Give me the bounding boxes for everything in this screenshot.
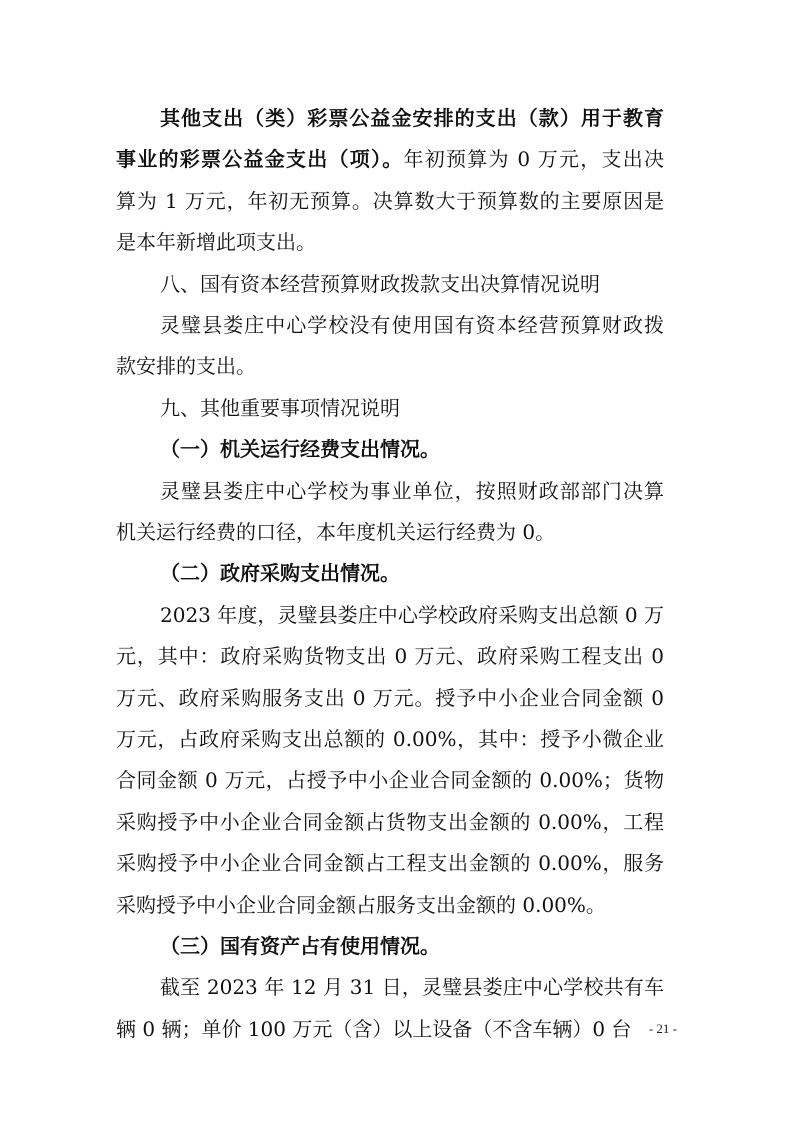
body-text: 年初预算为 0 万元，支出决	[403, 147, 664, 172]
paragraph-8-line-7	[116, 843, 664, 883]
paragraph-7-line-1	[160, 553, 664, 593]
body-text: 万元、政府采购服务支出 0 万元。授予中小企业合同金额 0	[116, 685, 664, 710]
bold-text: 其他支出（类）彩票公益金安排的支出（款）用于教育	[160, 106, 664, 130]
paragraph-8-line-1	[160, 595, 664, 635]
paragraph-8-line-5	[116, 760, 664, 800]
body-text: 截至 2023 年 12 月 31 日，灵璧县娄庄中心学校共有车	[160, 975, 664, 1000]
body-text: 款安排的支出。	[116, 354, 256, 379]
body-text: 九、其他重要事项情况说明	[160, 395, 400, 420]
paragraph-5-line-1	[160, 429, 664, 469]
body-text: 合同金额 0 万元，占授予中小企业合同金额的 0.00%；货物	[116, 768, 664, 793]
paragraph-8-line-6	[116, 802, 664, 842]
paragraph-8-line-4	[116, 719, 664, 759]
paragraph-1-line-3	[116, 181, 664, 221]
paragraph-1-line-1	[160, 98, 664, 138]
body-text: 是本年新增此项支出。	[116, 230, 316, 255]
paragraph-3-line-2	[116, 346, 664, 386]
page-number: - 21 -	[648, 1021, 677, 1036]
paragraph-3-line-1	[160, 305, 664, 345]
paragraph-9-line-1	[160, 926, 664, 966]
paragraph-1-line-4	[116, 222, 664, 262]
bold-text: （三）国有资产占有使用情况。	[160, 934, 440, 958]
paragraph-8-line-3	[116, 678, 664, 718]
paragraph-8-line-8	[116, 885, 664, 925]
body-text: 机关运行经费的口径，本年度机关运行经费为 0。	[116, 520, 556, 544]
body-text: 采购授予中小企业合同金额占服务支出金额的 0.00%。	[116, 892, 606, 917]
bold-text: 事业的彩票公益金支出（项）。	[116, 147, 404, 172]
body-text: 采购授予中小企业合同金额占工程支出金额的 0.00%，服务	[116, 851, 664, 876]
paragraph-6-line-1	[160, 471, 664, 511]
body-text: 辆 0 辆；单价 100 万元（含）以上设备（不含车辆）0 台	[116, 1016, 632, 1041]
body-text: 采购授予中小企业合同金额占货物支出金额的 0.00%，工程	[116, 809, 664, 834]
body-text: 算为 1 万元，年初无预算。决算数大于预算数的主要原因是	[116, 188, 664, 213]
paragraph-8-line-2	[116, 636, 664, 676]
paragraph-1-line-2	[116, 139, 664, 179]
bold-text: （一）机关运行经费支出情况。	[160, 437, 440, 462]
body-text: 万元，占政府采购支出总额的 0.00%，其中：授予小微企业	[116, 727, 664, 751]
body-text: 灵璧县娄庄中心学校为事业单位，按照财政部部门决算	[160, 478, 664, 503]
body-text: 2023 年度，灵璧县娄庄中心学校政府采购支出总额 0 万	[160, 602, 664, 627]
paragraph-10-line-1	[160, 967, 664, 1007]
paragraph-6-line-2	[116, 512, 664, 552]
body-text: 灵璧县娄庄中心学校没有使用国有资本经营预算财政拨	[160, 313, 664, 337]
paragraph-4-line-1	[160, 388, 664, 428]
paragraph-10-line-2	[116, 1009, 664, 1049]
body-text: 元，其中：政府采购货物支出 0 万元、政府采购工程支出 0	[116, 644, 664, 669]
bold-text: （二）政府采购支出情况。	[160, 561, 400, 586]
body-text: 八、国有资本经营预算财政拨款支出决算情况说明	[160, 271, 600, 296]
paragraph-2-line-1	[160, 264, 664, 304]
